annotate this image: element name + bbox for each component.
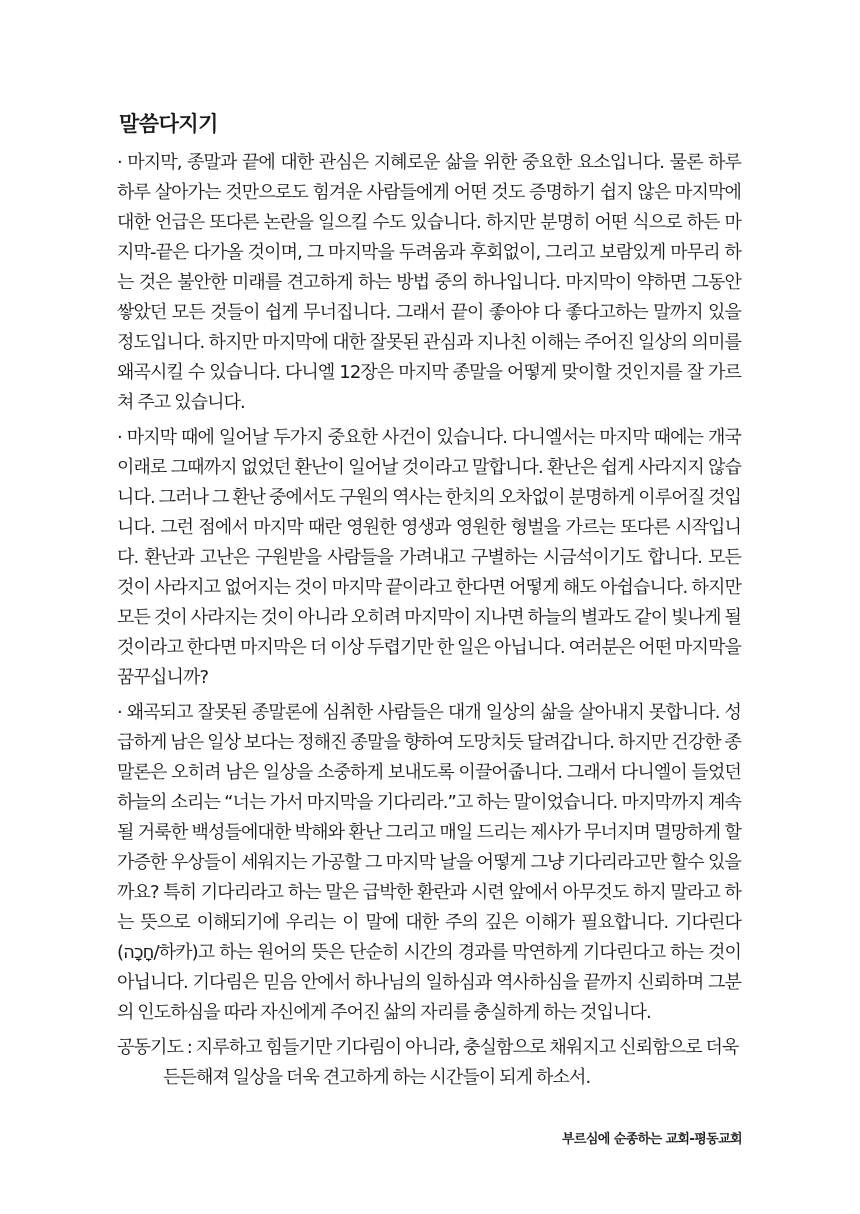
footer-church-name: 부르심에 순종하는 교회-평동교회 xyxy=(561,1132,742,1147)
common-prayer: 공동기도 : 지루하고 힘들기만 기다림이 아니라, 충실함으로 채워지고 신뢰함으로 더욱 든든해져 일상을 더욱 견고하게 하는 시간들이 되게 하소서. xyxy=(117,1037,739,1088)
paragraph-2: · 마지막 때에 일어날 두가지 중요한 사건이 있습니다. 다니엘서는 마지막 때에는 개국 이래로 그때까지 없었던 환난이 일어날 것이라고 말합니다. 환난은 쉽게 사라지지 않습니다. 그러나 그 환난 중에서도 구원의 역사는 한치의 오차없이 분명하게 이루어질 것입니다. 그런 점에서 마지막 때란 영원한 영생과 영원한 형벌을 가르는 또다른 시작입니다. 환난과 고난은 구원받을 사람들을 가려내고 구별하는 시금석이기도 합니다. 모든 것이 사라지고 없어지는 것이 마지막 끝이라고 한다면 어떻게 해도 아쉽습니다. 하지만 모든 것이 사라지는 것이 아니라 오히려 마지막이 지나면 하늘의 별과도 같이 빛나게 될 것이라고 한다면 마지막은 더 이상 두렵기만 한 일은 아닙니다. 여러분은 어떤 마지막을 꿈꾸십니까? xyxy=(117,427,741,688)
section-title: 말씀다지기 xyxy=(119,112,218,136)
document-body xyxy=(117,148,741,1093)
paragraph-3: · 왜곡되고 잘못된 종말론에 심취한 사람들은 대개 일상의 삶을 살아내지 못합니다. 성급하게 남은 일상 보다는 정해진 종말을 향하여 도망치듯 달려갑니다. 하지만 건강한 종말론은 오히려 남은 일상을 소중하게 보내도록 이끌어줍니다. 그래서 다니엘이 들었던 하늘의 소리는 “너는 가서 마지막을 기다리라.”고 하는 말이었습니다. 마지막까지 계속될 거룩한 백성들에대한 박해와 환난 그리고 매일 드리는 제사가 무너지며 멸망하게 할 가증한 우상들이 세워지는 가공할 그 마지막 날을 어떻게 그냥 기다리라고만 할수 있을까요? 특히 기다리라고 하는 말은 급박한 환란과 시련 앞에서 아무것도 하지 말라고 하는 뜻으로 이해되기에 우리는 이 말에 대한 주의 깊은 이해가 필요합니다. 기다린다(חָכָה/하카)고 하는 원어의 뜻은 단순히 시간의 경과를 막연하게 기다린다고 하는 것이 아닙니다. 기다림은 믿음 안에서 하나님의 일하심과 역사하심을 끝까지 신뢰하며 그분의 인도하심을 따라 자신에게 주어진 삶의 자리를 충실하게 하는 것입니다. xyxy=(117,702,741,1023)
paragraph-1: · 마지막, 종말과 끝에 대한 관심은 지혜로운 삶을 위한 중요한 요소입니다. 물론 하루 하루 살아가는 것만으로도 힘겨운 사람들에게 어떤 것도 증명하기 쉽지 않은 마지막에 대한 언급은 또다른 논란을 일으킬 수도 있습니다. 하지만 분명히 어떤 식으로 하든 마지막-끝은 다가올 것이며, 그 마지막을 두려움과 후회없이, 그리고 보람있게 마무리 하는 것은 불안한 미래를 견고하게 하는 방법 중의 하나입니다. 마지막이 약하면 그동안 쌓았던 모든 것들이 쉽게 무너집니다. 그래서 끝이 좋아야 다 좋다고하는 말까지 있을 정도입니다. 하지만 마지막에 대한 잘못된 관심과 지나친 이해는 주어진 일상의 의미를 왜곡시킬 수 있습니다. 다니엘 12장은 마지막 종말을 어떻게 맞이할 것인지를 잘 가르쳐 주고 있습니다. xyxy=(117,152,741,413)
